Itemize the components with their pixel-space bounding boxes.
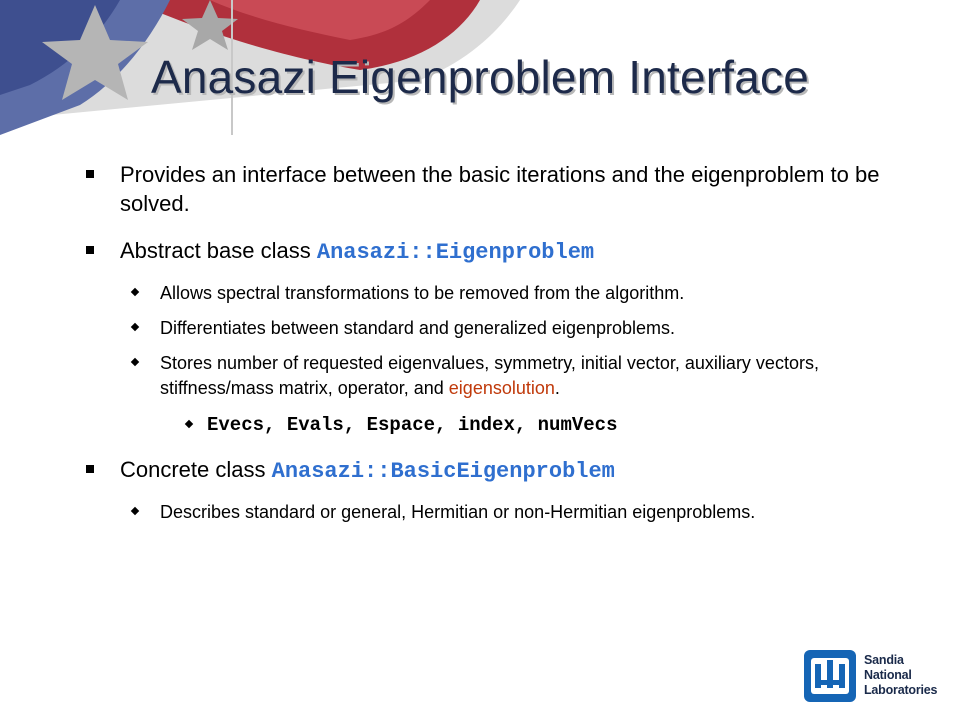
- bullet-interface: [86, 160, 886, 218]
- code-anasazi-eigenproblem: Anasazi::Eigenproblem: [316, 240, 595, 265]
- logo-line-3: Laboratories: [864, 683, 938, 697]
- logo-line-1: Sandia: [864, 653, 904, 667]
- diamond-bullet-icon: [131, 288, 139, 296]
- sandia-logo: [804, 650, 954, 712]
- sub-bullet-differentiates-text: Differentiates between standard and generalized eigenproblems.: [160, 318, 676, 338]
- sub-bullet-differentiates: [86, 316, 886, 341]
- sub-bullet-stores-text: Stores number of requested eigenvalues, symmetry, initial vector, auxiliary vectors, stiffness/mass matrix, operator, and: [160, 353, 819, 398]
- sub-bullet-stores: [86, 351, 886, 401]
- sub-sub-bullet-members-text: Evecs, Evals, Espace, index, numVecs: [207, 414, 618, 436]
- slide-title: Anasazi Eigenproblem Interface: [150, 51, 810, 103]
- sub-bullet-spectral-text: Allows spectral transformations to be removed from the algorithm.: [160, 283, 685, 303]
- diamond-bullet-icon: [185, 420, 193, 428]
- sandia-logo-text: [864, 653, 954, 698]
- bullet-concrete-class-text: Concrete class: [120, 457, 272, 482]
- logo-line-2: National: [864, 668, 912, 682]
- diamond-bullet-icon: [131, 507, 139, 515]
- bullet-abstract-class: [86, 236, 886, 267]
- sub-sub-bullet-members: [86, 413, 886, 437]
- diamond-bullet-icon: [131, 358, 139, 366]
- square-bullet-icon: [86, 246, 94, 254]
- sandia-thunderbird-icon: [804, 650, 856, 702]
- sub-bullet-describes: [86, 500, 886, 525]
- sub-bullet-describes-text: Describes standard or general, Hermitian or non-Hermitian eigenproblems.: [160, 502, 756, 522]
- bullet-interface-text: Provides an interface between the basic iterations and the eigenproblem to be solved.: [120, 162, 880, 216]
- sub-bullet-stores-end: .: [554, 378, 560, 398]
- highlight-eigensolution: eigensolution: [448, 378, 555, 398]
- bullet-abstract-class-text: Abstract base class: [120, 238, 317, 263]
- bullet-concrete-class: [86, 455, 886, 486]
- code-anasazi-basic-eigenproblem: Anasazi::BasicEigenproblem: [271, 459, 615, 484]
- sub-bullet-spectral: [86, 281, 886, 306]
- slide-content: [86, 160, 886, 539]
- diamond-bullet-icon: [131, 323, 139, 331]
- square-bullet-icon: [86, 465, 94, 473]
- square-bullet-icon: [86, 170, 94, 178]
